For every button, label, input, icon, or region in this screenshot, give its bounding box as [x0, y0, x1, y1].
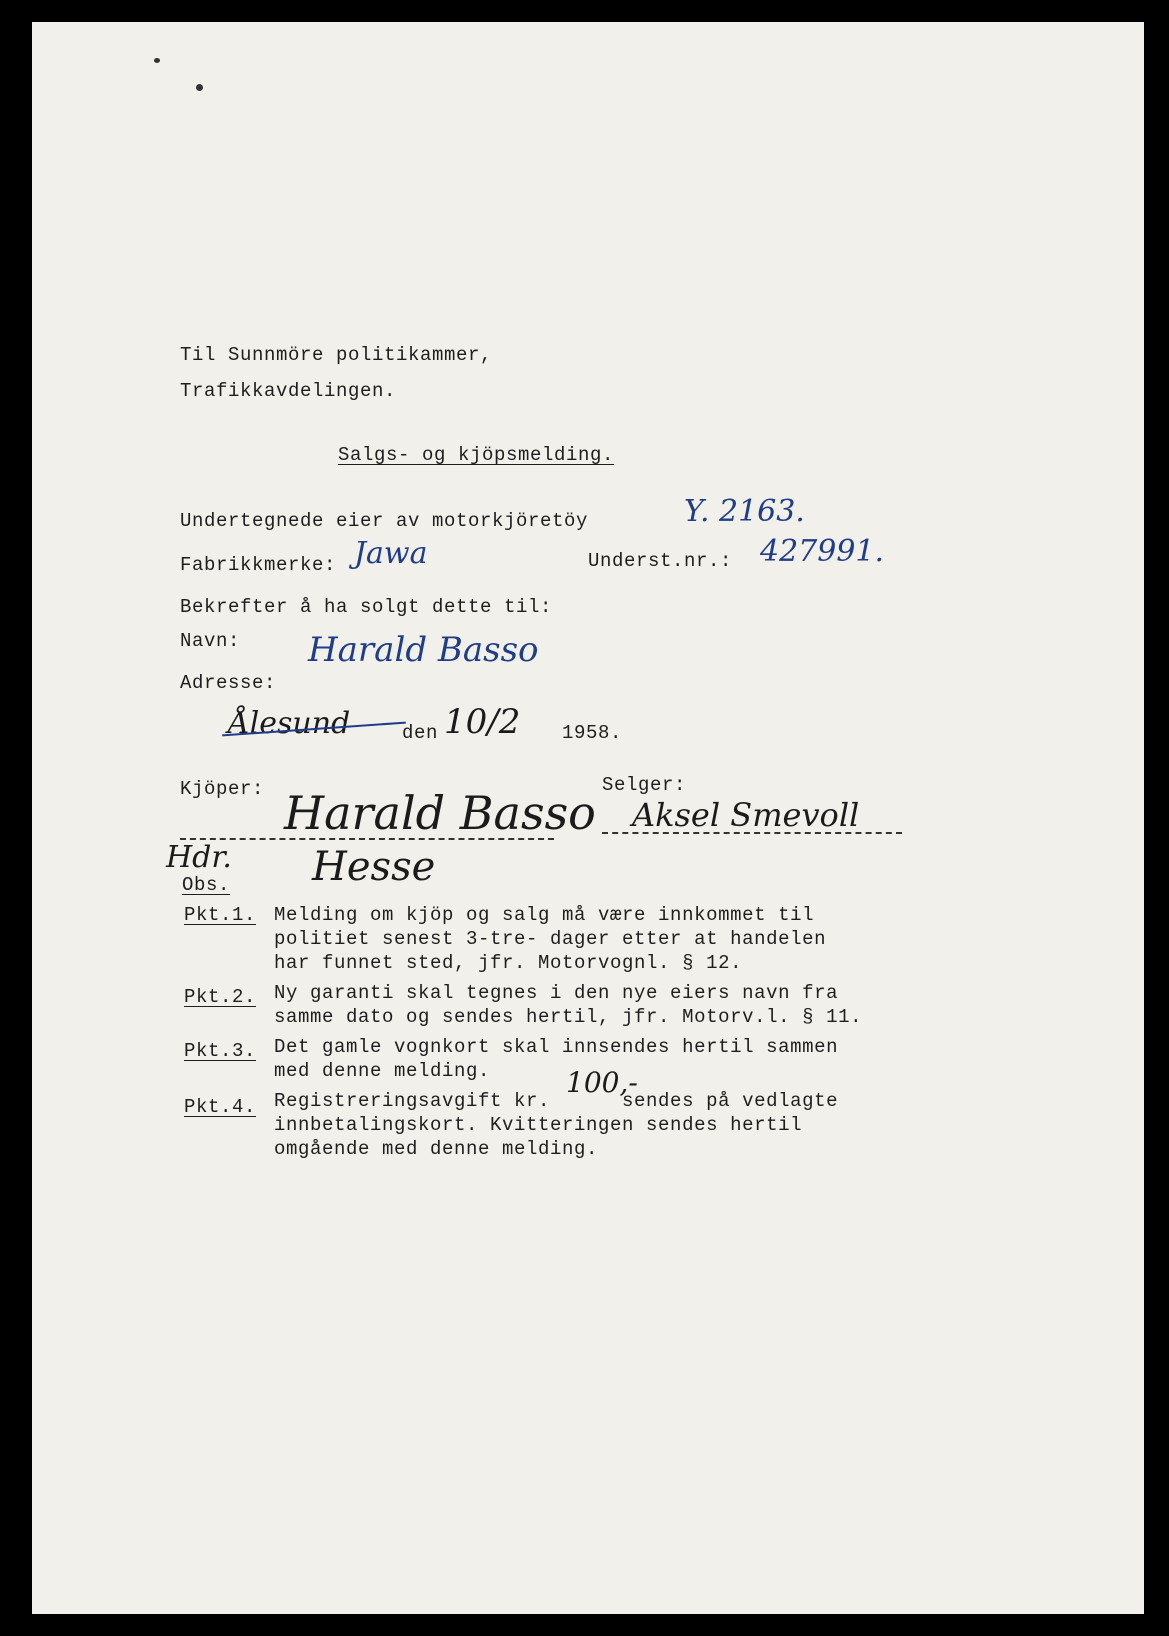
buyer-name-value: Harald Basso: [308, 630, 539, 670]
make-label: Fabrikkmerke:: [180, 554, 337, 576]
point-text-line: politiet senest 3-tre- dager etter at handelen: [274, 928, 827, 950]
addressee-line-2: Trafikkavdelingen.: [180, 380, 397, 402]
buyer-label: Kjöper:: [180, 778, 265, 800]
point-text-line: innbetalingskort. Kvitteringen sendes hertil: [274, 1114, 803, 1136]
fee-amount: 100,-: [566, 1066, 638, 1099]
point-text-line: Melding om kjöp og salg må være innkommet til: [274, 904, 815, 926]
registration-number: Y. 2163.: [684, 494, 805, 529]
seller-label: Selger:: [602, 774, 687, 796]
addressee-line-1: Til Sunnmöre politikammer,: [180, 344, 493, 366]
confirm-label: Bekrefter å ha solgt dette til:: [180, 596, 553, 618]
point-label: Pkt.1.: [184, 904, 257, 926]
document-title: Salgs- og kjöpsmelding.: [338, 444, 615, 466]
name-label: Navn:: [180, 630, 241, 652]
point-text-line: med denne melding.: [274, 1060, 491, 1082]
buyer-signature: Harald Basso: [284, 786, 596, 840]
point-text-line: Det gamle vognkort skal innsendes hertil sammen: [274, 1036, 839, 1058]
buyer-signature-line: [180, 838, 554, 840]
point-label: Pkt.2.: [184, 986, 257, 1008]
ink-speck: [154, 58, 160, 63]
handwritten-note: Hdr.: [166, 840, 232, 875]
seller-signature: Aksel Smevoll: [632, 796, 860, 834]
document-page: [32, 22, 1144, 1614]
point-text-line: har funnet sted, jfr. Motorvognl. § 12.: [274, 952, 743, 974]
chassis-value: 427991.: [760, 534, 885, 569]
make-value: Jawa: [354, 536, 428, 571]
point-text-line: Ny garanti skal tegnes i den nye eiers navn fra: [274, 982, 839, 1004]
chassis-label: Underst.nr.:: [588, 550, 733, 572]
handwritten-hesse: Hesse: [312, 844, 436, 890]
date-den-label: den: [402, 722, 439, 744]
date-year: 1958.: [562, 722, 623, 744]
address-label: Adresse:: [180, 672, 277, 694]
point-text-line: Registreringsavgift kr. sendes på vedlagte: [274, 1090, 839, 1112]
point-label: Pkt.3.: [184, 1040, 257, 1062]
point-text-line: omgående med denne melding.: [274, 1138, 599, 1160]
obs-label: Obs.: [182, 874, 231, 896]
date-day-month: 10/2: [444, 702, 521, 742]
ink-speck: [196, 84, 203, 91]
date-place: Ålesund: [228, 706, 351, 741]
point-label: Pkt.4.: [184, 1096, 257, 1118]
seller-signature-line: [602, 832, 902, 834]
owner-label: Undertegnede eier av motorkjöretöy: [180, 510, 589, 532]
point-text-line: samme dato og sendes hertil, jfr. Motorv.l. § 11.: [274, 1006, 863, 1028]
